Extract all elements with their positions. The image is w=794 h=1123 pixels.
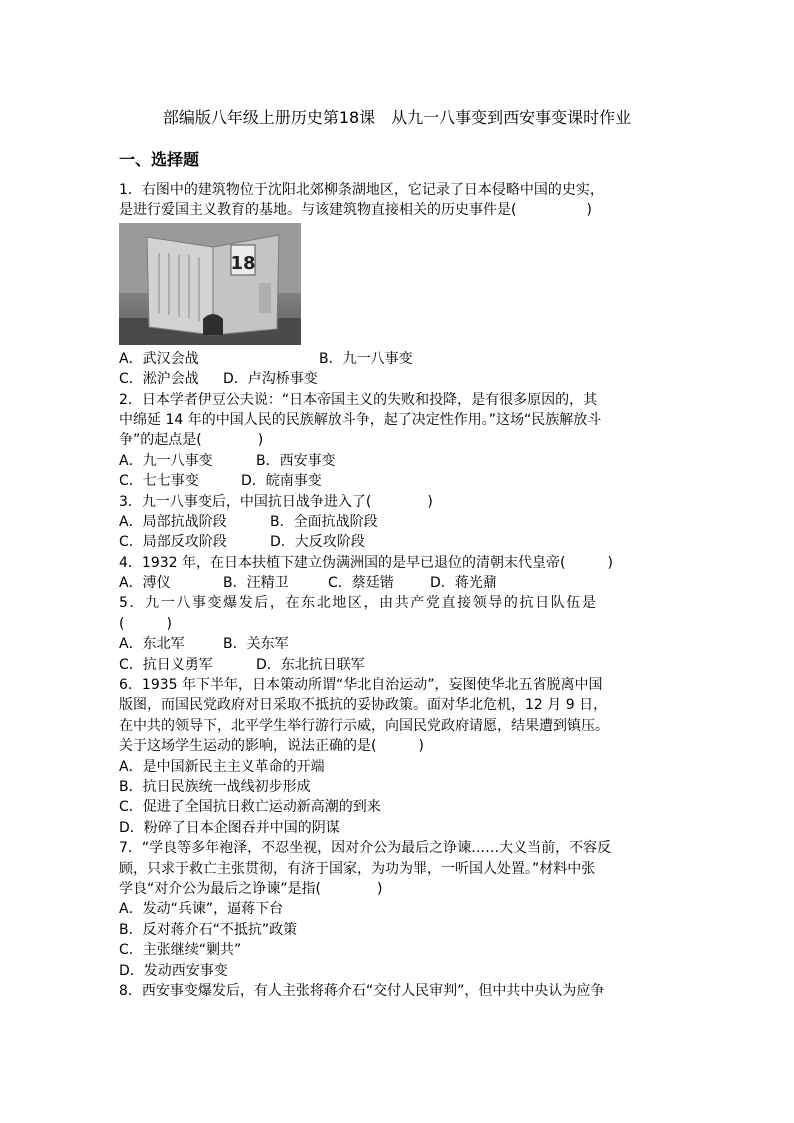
q5-option-c[interactable]: C．抗日义勇军 bbox=[119, 656, 213, 673]
q3-stem-line-1: 3．九一八事变后，中国抗日战争进入了( ) bbox=[119, 493, 433, 510]
q5-option-a[interactable]: A．东北军 bbox=[119, 636, 185, 653]
q8-stem-line-1: 8．西安事变爆发后，有人主张将蒋介石“交付人民审判”，但中共中央认为应争 bbox=[119, 982, 605, 999]
q3-option-c[interactable]: C．局部反攻阶段 bbox=[119, 534, 227, 551]
monument-illustration bbox=[119, 223, 301, 345]
monument-photo bbox=[119, 223, 301, 345]
q6-stem-line-4: 关于这场学生运动的影响，说法正确的是( ) bbox=[119, 738, 424, 755]
q1-stem-line-2: 是进行爱国主义教育的基地。与该建筑物直接相关的历史事件是( ) bbox=[119, 202, 592, 219]
q2-stem-line-3: 争”的起点是( ) bbox=[119, 432, 264, 449]
q5-option-b[interactable]: B．关东军 bbox=[223, 636, 289, 653]
q6-stem-line-1: 6．1935 年下半年，日本策动所谓“华北自治运动”，妄图使华北五省脱离中国 bbox=[119, 677, 603, 694]
q4-option-c[interactable]: C．蔡廷锴 bbox=[328, 575, 394, 592]
q2-option-a[interactable]: A．九一八事变 bbox=[119, 452, 213, 469]
q7-stem-line-2: 顾，只求于救亡主张贯彻，有济于国家，为功为罪，一听国人处置。”材料中张 bbox=[119, 860, 596, 877]
q4-option-b[interactable]: B．汪精卫 bbox=[223, 575, 289, 592]
q3-option-d[interactable]: D．大反攻阶段 bbox=[270, 534, 365, 551]
question-list bbox=[119, 180, 685, 1001]
q4-option-a[interactable]: A．溥仪 bbox=[119, 575, 171, 592]
q2-stem-line-2: 中绵延 14 年的中国人民的民族解放斗争，起了决定性作用。”这场“民族解放斗 bbox=[119, 411, 602, 428]
q2-stem-line-1: 2．日本学者伊豆公夫说：“日本帝国主义的失败和投降，是有很多原因的，其 bbox=[119, 391, 598, 408]
q1-stem-line-1: 1．右图中的建筑物位于沈阳北郊柳条湖地区，它记录了日本侵略中国的史实， bbox=[119, 182, 604, 198]
q6-option-c[interactable]: C．促进了全国抗日救亡运动新高潮的到来 bbox=[119, 799, 381, 816]
q3-options-row-2 bbox=[119, 532, 685, 552]
q5-options-row-2 bbox=[119, 655, 685, 675]
q4-option-d[interactable]: D．蒋光鼐 bbox=[430, 575, 497, 592]
q4-options-row bbox=[119, 573, 685, 593]
q7-option-c[interactable]: C．主张继续“剿共” bbox=[119, 942, 242, 959]
q5-stem-line-1: 5．九一八事变爆发后，在东北地区，由共产党直接领导的抗日队伍是 bbox=[119, 595, 598, 612]
document-title: 部编版八年级上册历史第18课 从九一八事变到西安事变课时作业 bbox=[162, 108, 632, 127]
q1-option-d[interactable]: D．卢沟桥事变 bbox=[223, 371, 318, 388]
q4-stem-line-1: 4．1932 年，在日本扶植下建立伪满洲国的是早已退位的清朝末代皇帝( ) bbox=[119, 554, 613, 571]
q7-option-a[interactable]: A．发动“兵谏”，逼蒋下台 bbox=[119, 901, 284, 918]
q7-option-d[interactable]: D．发动西安事变 bbox=[119, 962, 228, 979]
q7-stem-line-1: 7．“学良等多年袍泽，不忍坐视，因对介公为最后之诤谏……大义当前，不容反 bbox=[119, 840, 612, 857]
q2-option-b[interactable]: B．西安事变 bbox=[256, 452, 336, 469]
q2-options-row-2 bbox=[119, 471, 685, 491]
q5-stem-line-2: ( ) bbox=[119, 615, 172, 632]
q6-option-d[interactable]: D．粉碎了日本企图吞并中国的阴谋 bbox=[119, 819, 340, 836]
q2-options-row-1 bbox=[119, 451, 685, 471]
q6-option-a[interactable]: A．是中国新民主主义革命的开端 bbox=[119, 758, 325, 775]
section-heading: 一、选择题 bbox=[119, 150, 200, 169]
q7-stem-line-3: 学良“对介公为最后之诤谏”是指( ) bbox=[119, 880, 383, 897]
q1-option-b[interactable]: B．九一八事变 bbox=[319, 350, 413, 367]
q5-options-row-1 bbox=[119, 634, 685, 654]
q6-option-b[interactable]: B．抗日民族统一战线初步形成 bbox=[119, 778, 311, 795]
q3-options-row-1 bbox=[119, 512, 685, 532]
q3-option-a[interactable]: A．局部抗战阶段 bbox=[119, 513, 227, 530]
q2-option-c[interactable]: C．七七事变 bbox=[119, 473, 199, 490]
q5-option-d[interactable]: D．东北抗日联军 bbox=[256, 656, 365, 673]
q1-options-row-1 bbox=[119, 349, 685, 369]
monument-date-number: 18 bbox=[230, 252, 256, 274]
q6-stem-line-2: 版图，而国民党政府对日采取不抵抗的妥协政策。面对华北危机，12 月 9 日， bbox=[119, 697, 608, 714]
q3-option-b[interactable]: B．全面抗战阶段 bbox=[270, 513, 378, 530]
q6-stem-line-3: 在中共的领导下，北平学生举行游行示威，向国民党政府请愿，结果遭到镇压。 bbox=[119, 717, 609, 734]
q7-option-b[interactable]: B．反对蒋介石“不抵抗”政策 bbox=[119, 921, 298, 938]
q1-options-row-2 bbox=[119, 369, 685, 389]
q2-option-d[interactable]: D．皖南事变 bbox=[241, 473, 322, 490]
q1-option-c[interactable]: C．淞沪会战 bbox=[119, 371, 199, 388]
q1-option-a[interactable]: A．武汉会战 bbox=[119, 350, 199, 367]
